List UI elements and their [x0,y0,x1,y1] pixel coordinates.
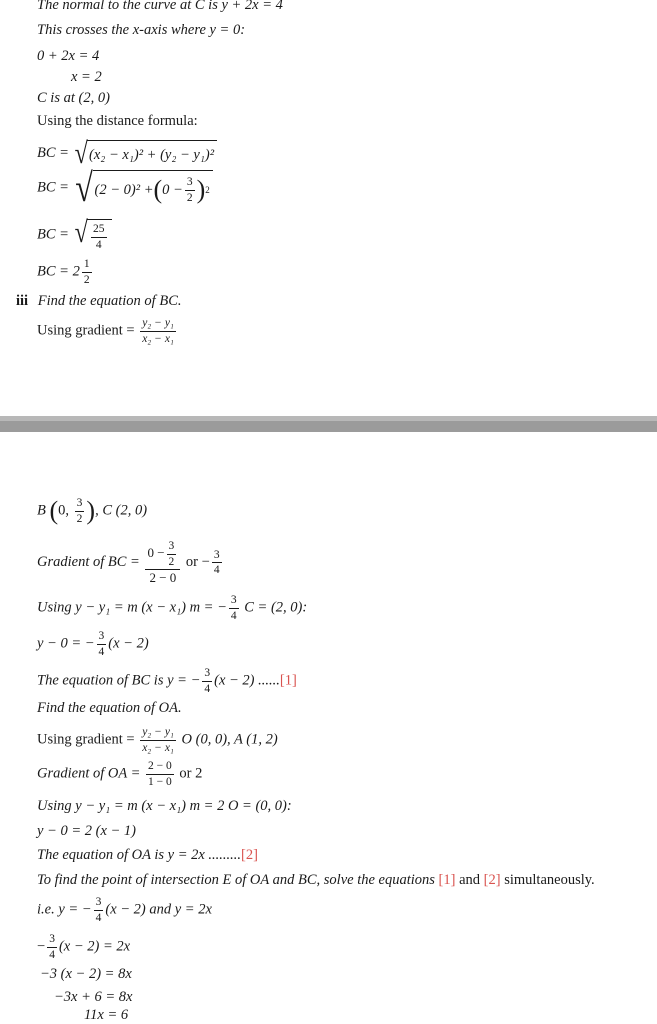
text-line: This crosses the x-axis where y = 0: [37,22,246,38]
square-root: √ $\frac{25}{4}$ [73,219,112,251]
fraction: $\frac{3}{4}$ [98,630,105,658]
fraction: $\frac{3}{4}$ [95,896,102,924]
part-label: iii [16,293,29,309]
fraction: $\frac{3}{4}$ [204,667,211,695]
question-part: iii Find the equation of BC. [16,293,182,309]
equation-line: 11x = 6 [84,1007,129,1023]
square-root: √ (2 − 0)² + ( 0 − $\frac{3}{2}$ ) 2 [73,170,213,206]
equation-line: y − 0 = − $\frac{3}{4}$ (x − 2) [37,630,149,658]
fraction: $\frac{3}{4}$ [213,548,220,577]
equation-line: Using y − y₁ = m (x − x₁) m = 2 O = (0, 0): [37,798,292,814]
equation-line: The equation of BC is y = − $\frac{3}{4}$ (x − 2) ......[1] [37,667,297,695]
gradient-formula: Using gradient = $\frac{\text{y₂ − y₁}}{\text{x₂ − x₁}}$ O (0, 0), A (1, 2) [37,726,278,754]
gradient-line: Gradient of OA = $\frac{2 - 0}{1 - 0}$ or 2 [37,760,203,788]
fraction: $\frac{3}{4}$ [230,594,237,622]
equation-line: The equation of OA is y = 2x .........[2] [37,847,258,863]
equation-line: BC = √ (2 − 0)² + ( 0 − $\frac{3}{2}$ ) 2 [37,170,213,206]
gradient-formula: Using gradient = $\frac{\text{y₂ − y₁}}{\text{x₂ − x₁}}$ [37,317,174,345]
fraction: $\frac{25}{4}$ [93,223,105,251]
equation-line: −3 (x − 2) = 8x [40,966,132,982]
fraction: $\frac{3}{2}$ [76,497,83,525]
equation-line: Using y − y₁ = m (x − x₁) m = − $\frac{3}{4}$ C = (2, 0): [37,594,308,622]
fraction: $\frac{1}{2}$ [83,258,90,286]
gradient-line: Gradient of BC = 0 − $\frac{3}{2}$ 2 − 0 or − $\frac{3}{4}$ [37,540,220,586]
text-line: Using the distance formula: [37,113,198,129]
square-root: √ (x₂ − x₁)² + (y₂ − y₁)² [73,140,218,167]
equation-reference: [2] [241,847,258,863]
text-line: To find the point of intersection E of OA and BC, solve the equations [1] and [2] simultaneously. [37,872,595,888]
equation-line: −3x + 6 = 8x [54,989,133,1005]
equation-line: x = 2 [71,69,102,85]
equation-line: 0 + 2x = 4 [37,48,100,64]
points-line: B (0, $\frac{3}{2}$ ), C (2, 0) [37,496,148,526]
page-divider [0,416,657,432]
fraction: $\frac{3}{4}$ [49,933,55,961]
distance-formula: BC = √ (x₂ − x₁)² + (y₂ − y₁)² [37,140,217,167]
fraction: $\frac{2 - 0}{1 - 0}$ [148,760,172,788]
text-line: C is at (2, 0) [37,90,110,106]
fraction: $\frac{3}{2}$ [168,540,175,568]
equation-line: i.e. y = − $\frac{3}{4}$ (x − 2) and y = 2x [37,896,212,924]
equation-line: − $\frac{3}{4}$ (x − 2) = 2x [37,933,131,961]
equation-reference: [2] [483,872,501,888]
equation-line: BC = √ $\frac{25}{4}$ [37,219,112,251]
equation-reference: [1] [438,872,456,888]
text-line: Find the equation of OA. [37,700,182,716]
equation-reference: [1] [279,672,297,689]
fraction: 0 − $\frac{3}{2}$ 2 − 0 [145,540,180,586]
text-line: The normal to the curve at C is y + 2x = 4 [37,0,283,13]
fraction: $\frac{\text{y₂ − y₁}}{\text{x₂ − x₁}}$ [142,726,174,754]
equation-line: y − 0 = 2 (x − 1) [37,823,137,839]
fraction: $\frac{3}{2}$ [186,175,193,204]
equation-line: BC = 2 $\frac{1}{2}$ [37,258,90,286]
fraction: $\frac{\text{y₂ − y₁}}{\text{x₂ − x₁}}$ [142,317,174,345]
